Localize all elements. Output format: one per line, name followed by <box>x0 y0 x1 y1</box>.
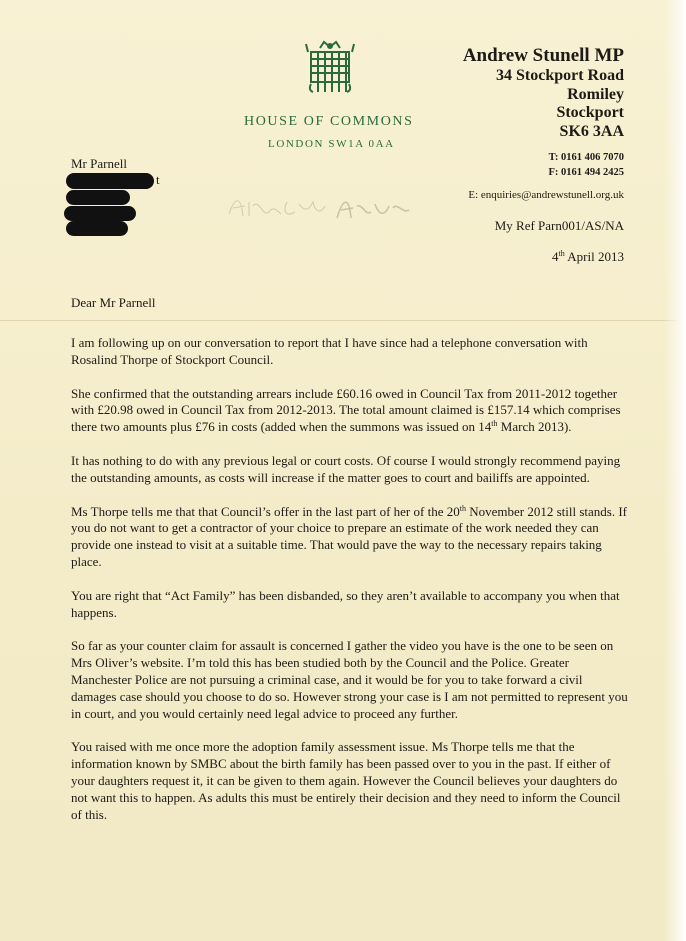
sender-contact-numbers <box>548 150 624 180</box>
date-suffix: th <box>558 249 565 258</box>
paper-fold-line <box>0 320 686 321</box>
redacted-address-line <box>66 221 128 236</box>
paragraph-text: March 2013). <box>497 419 572 435</box>
letter-date <box>552 249 624 265</box>
portcullis-icon <box>304 40 356 96</box>
paragraph: I am following up on our conversation to report that I have since had a telephone conversation with Rosalind Thorpe of Stockport Council. <box>71 335 588 367</box>
sender-address-line: 34 Stockport Road <box>495 67 624 84</box>
sender-address-line: Romiley <box>567 85 624 103</box>
redacted-address-line <box>64 206 136 221</box>
reference-number: My Ref Parn001/AS/NA <box>494 218 624 233</box>
sender-address-line: SK6 3AA <box>559 122 624 140</box>
paragraph-text: She confirmed that the outstanding arrears include £60.16 owed in Council Tax from 2011-2012 together with £20.98 owed in Council Tax from 2012-2013. The total amount claimed is £157.14 which comprises there two amounts plus £76 in costs (added when the summons was issued on 14 <box>71 385 621 435</box>
date-month-year: April 2013 <box>564 249 624 264</box>
paragraph: It has nothing to do with any previous legal or court costs. Of course I would strongly recommend paying the outstanding amounts, as costs will increase if the matter goes to court and bailiffs are appointed. <box>71 452 621 485</box>
sender-name: Andrew Stunell MP <box>462 45 624 66</box>
date-day: 4 <box>552 249 559 264</box>
paper-edge <box>664 0 686 941</box>
sender-email: E: enquiries@andrewstunell.org.uk <box>468 189 624 201</box>
sender-address-block <box>463 45 624 141</box>
ordinal-suffix: th <box>459 503 466 513</box>
paragraph <box>71 386 631 436</box>
salutation: Dear Mr Parnell <box>71 295 156 310</box>
redacted-address-line <box>66 173 154 189</box>
paragraph <box>71 504 631 571</box>
letter-body <box>71 335 631 840</box>
sender-fax: F: 0161 494 2425 <box>548 167 624 178</box>
recipient-address-fragment: t <box>156 172 160 187</box>
faint-signature <box>225 188 415 228</box>
ordinal-suffix: th <box>491 419 498 429</box>
paragraph-text: Ms Thorpe tells me that that Council’s offer in the last part of her of the 20 <box>71 503 460 519</box>
sender-address-line: Stockport <box>556 104 624 121</box>
paragraph: You are right that “Act Family” has been disbanded, so they aren’t available to accompany you when that happens. <box>71 587 620 620</box>
recipient-name: Mr Parnell <box>71 156 127 171</box>
paragraph: You raised with me once more the adoption family assessment issue. Ms Thorpe tells me that the information known by SMBC about the birth family has been passed over to you in the past. If either of your daughters request it, it can be given to them again. However the Council believes your daughters do not want this to happen. As adults this must be entirely their decision and they need to inform the Council of this. <box>71 739 621 822</box>
house-of-commons-title: HOUSE OF COMMONS <box>244 114 414 129</box>
house-of-commons-address: LONDON SW1A 0AA <box>268 138 395 150</box>
sender-telephone: T: 0161 406 7070 <box>548 152 624 163</box>
paragraph-text: November 2012 still stands. If you do not want to get a contractor of your choice to prepare an estimate of the work needed they can provide one instead to visit at a suitable time. That would pave the way to the necessary repairs taking place. <box>71 503 627 569</box>
redacted-address-line <box>66 190 130 205</box>
paragraph: So far as your counter claim for assault is concerned I gather the video you have is the one to be seen on Mrs Oliver’s website. I’m told this has been studied both by the Council and the Police. Greater Manchester Police are not pursuing a criminal case, and it would be for you to take forward a civil damages case should you choose to do so. However strong your case is I am not permitted to represent you in court, and you would certainly need legal advice to proceed any further. <box>71 638 628 721</box>
